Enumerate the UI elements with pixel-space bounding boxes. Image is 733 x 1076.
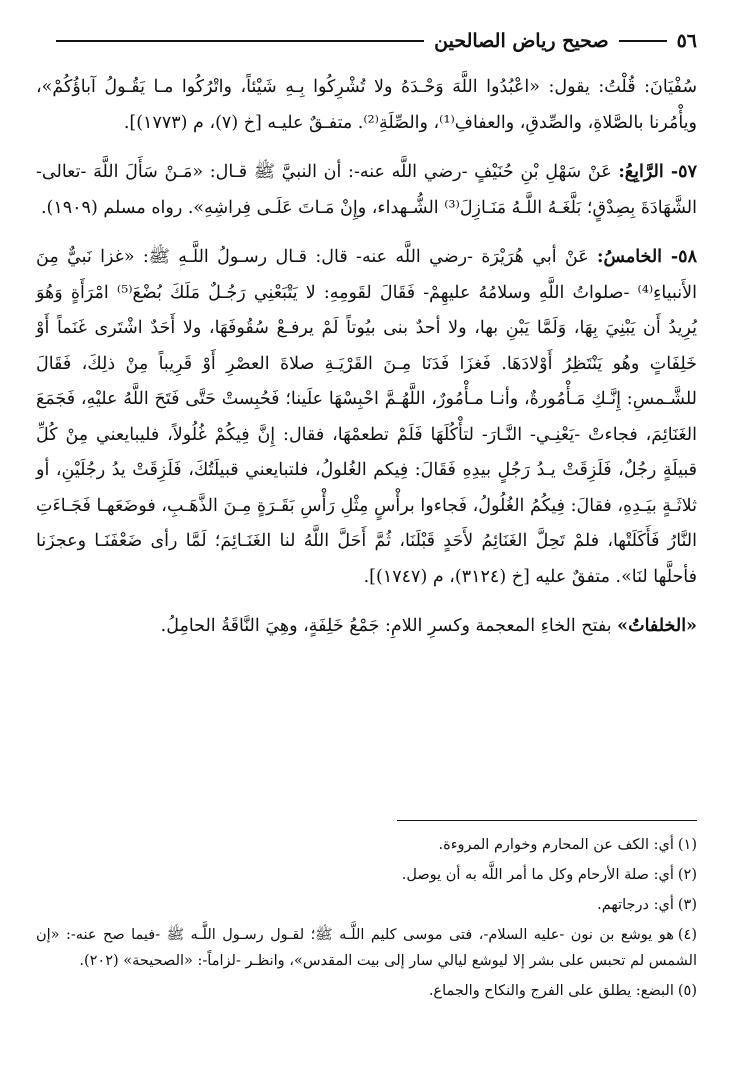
hadith-58 <box>36 240 697 595</box>
footnote-text: البضع: يطلق على الفرج والنكاح والجماع. <box>428 983 674 999</box>
glossary-term: «الخلفاتُ» <box>617 616 697 636</box>
footnotes <box>36 832 697 1008</box>
book-title: صحيح رياض الصالحين <box>434 30 609 52</box>
footnote-number: (٢) <box>677 867 697 883</box>
footnote <box>36 892 697 918</box>
paragraph-text: سُفْيَانَ: قُلْتُ: يقول: «اعْبُدُوا اللَّهَ وَحْـدَهُ ولا تُشْرِكُوا بِـهِ شَيْئاً، واتْرُكُوا مـا يَقُـولُ آباؤُكُمْ»، ويأْمُرنا بالصَّلاةِ، والصِّدقِ، والعفافِ⁽¹⁾، والصِّلَةِ⁽²⁾. متفـقٌ عليـه [خ (٧)، م (١٧٧٣)]. <box>36 77 697 133</box>
footnote <box>36 978 697 1004</box>
footnote-number: (١) <box>677 837 697 853</box>
glossary-text: بفتح الخاءِ المعجمة وكسرِ اللامِ: جَمْعُ خَلِفَةٍ، وهِيَ النَّاقَةُ الحامِلُ. <box>160 616 612 636</box>
main-text <box>36 70 697 645</box>
footnote-text: أي: درجاتهم. <box>597 897 674 913</box>
header-rule-left <box>56 40 424 42</box>
footnote-separator <box>397 820 697 821</box>
header-rule-right <box>619 40 667 42</box>
paragraph-continuation <box>36 70 697 141</box>
hadith-57 <box>36 155 697 226</box>
footnote <box>36 922 697 974</box>
footnote-number: (٤) <box>677 927 697 943</box>
hadith-text: عَنْ سَهْلِ بْنِ حُنَيْفٍ -رضي اللَّه عنه-: أن النبيَّ ﷺ قـال: «مَـنْ سَأَلَ اللَّهَ -تعالى- الشَّهَادَةَ بِصِدْقٍ؛ بَلَّغَـهُ اللَّـهُ مَنَـازِلَ⁽³⁾ الشُّـهداء، وإِنْ مَـاتَ عَلَـى فِراشِهِ». رواه مسلم (١٩٠٩). <box>36 162 697 218</box>
footnote <box>36 832 697 858</box>
footnote-text: هو يوشع بن نون -عليه السلام-، فتى موسى كليم اللَّـه ﷺ؛ لقـول رسـول اللَّـه ﷺ -فيما صح عنه-: «إن الشمس لم تحبس على بشر إلا ليوشع ليالي سار إلى بيت المقدس»، وانظـر -لزاماً-: «الصحيحة» (٢٠٢). <box>36 927 697 969</box>
hadith-number: ٥٨- الخامسُ: <box>597 247 697 267</box>
footnote-text: أي: الكف عن المحارم وخوارم المروءة. <box>438 837 674 853</box>
hadith-number: ٥٧- الرَّابِعُ: <box>618 162 697 182</box>
footnote-text: أي: صلة الأرحام وكل ما أمر اللَّه به أن يوصل. <box>401 867 674 883</box>
hadith-text: عَنْ أبي هُرَيْرَة -رضي اللَّه عنه- قال: قـال رسـولُ اللَّـهِ ﷺ: «غزا نَبيٌّ مِنَ الأَنبياءِ⁽⁴⁾ -صلواتُ اللَّهِ وسلامُهُ عليهِمْ- فَقَالَ لقَومِهِ: لا يَتْبَعْنِي رَجُـلٌ مَلَكَ بُضْعَ⁽⁵⁾ امْرَأَةٍ وَهُوَ يُرِيدُ أَن يَبْنِيَ بِهَا، وَلَمَّا يَبْنِ بها، ولا أحدٌ بنى بيُوتاً لَمْ يرفـعْ سُقُوفَهَا، ولا أَحَدٌ اشْتَرى غَنَماً أَوْ خَلِفَاتٍ وهُو يَنْتَظِرُ أَوْلادَهَا. فَغزَا فَدَنَا مِـنَ القَرْيَـةِ صلاةَ العصْرِ أَوْ قَرِيباً مِنْ ذلِكَ، فَقَالَ للشَّـمسِ: إِنَّـكِ مَـأْمُورةٌ، وأنـا مـأْمُورٌ، اللَّهُـمَّ احْبِسْهَا علَينا؛ فَحُبِستْ حَتَّى فَتَحَ اللَّهُ عليْهِ، فَجَمَعَ الغَنَائِمَ، فجاءتْ -يَعْنِـي- النَّـارَ- لتأْكُلَهَا فَلَمْ تطعمْهَا، فقال: إِنَّ فِيكُمْ غُلُولاً، فليبايعني مِنْ كُلِّ قبيلَةٍ رجُلٌ، فَلَزِقَتْ يـدُ رَجُلٍ بيدِهِ فَقَالَ: فِيكم الغُلولُ، فلتبايعني قبيلَتُكَ، فَلَزِقَتْ يدُ رجُلَيْنِ، أو ثلاثَـةٍ بيَـدِهِ، فقالَ: فِيكُمُ الغُلُولُ، فَجاءوا برأْسٍ مِثْلِ رَأْسِ بَقَـرَةٍ مِـنَ الذَّهَـبِ، فوضَعَهـا فَجَـاءَتِ النَّارُ فَأَكَلَتْها، فلمْ تَحِلَّ الغَنَائِمُ لأَحَدٍ قَبْلَنَا، ثُمَّ أَحَلَّ اللَّهُ لنا الغَنَـائِمَ؛ لَمَّا رأى ضَعْفَنَـا وعجزَنا فأحلَّها لنَا». متفقٌ عليه [خ (٣١٢٤)، م (١٧٤٧)]. <box>36 247 698 587</box>
footnote-number: (٣) <box>677 897 697 913</box>
glossary-note <box>36 609 697 645</box>
page-number: ٥٦ <box>676 30 697 52</box>
footnote <box>36 862 697 888</box>
running-header <box>46 26 697 56</box>
footnote-number: (٥) <box>677 983 697 999</box>
